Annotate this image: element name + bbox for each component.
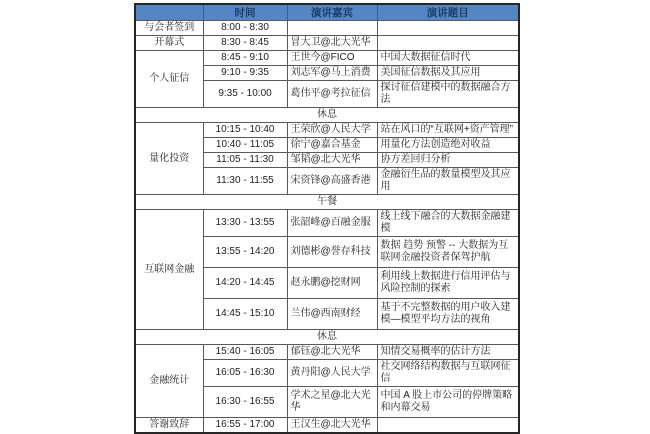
speaker-cell: 王世今@FICO xyxy=(287,51,377,66)
break-row xyxy=(135,108,519,123)
time-cell: 16:55 - 17:00 xyxy=(203,418,287,434)
time-cell: 13:30 - 13:55 xyxy=(203,210,287,237)
speaker-cell: 王荣欣@人民大学 xyxy=(287,123,377,138)
topic-cell: 社交网络结构数据与互联网征信 xyxy=(377,360,519,387)
topic-cell: 线上线下融合的大数据金融建模 xyxy=(377,210,519,237)
session-category-cell: 互联网金融 xyxy=(135,210,203,330)
speaker-cell: 冒大卫@北大光华 xyxy=(287,36,377,51)
schedule-row xyxy=(135,36,519,51)
time-cell: 8:45 - 9:10 xyxy=(203,51,287,66)
time-cell: 14:20 - 14:45 xyxy=(203,268,287,299)
session-category-cell: 开幕式 xyxy=(135,36,203,51)
time-cell: 9:35 - 10:00 xyxy=(203,81,287,108)
time-cell: 11:30 - 11:55 xyxy=(203,168,287,195)
topic-cell: 中国大数据征信时代 xyxy=(377,51,519,66)
time-cell: 15:40 - 16:05 xyxy=(203,345,287,360)
column-header-topic: 演讲题目 xyxy=(377,4,519,21)
column-header-speaker: 演讲嘉宾 xyxy=(287,4,377,21)
time-cell: 10:15 - 10:40 xyxy=(203,123,287,138)
topic-cell: 用量化方法创造绝对收益 xyxy=(377,138,519,153)
lunch-row xyxy=(135,195,519,210)
topic-cell: 金融衍生品的数量模型及其应用 xyxy=(377,168,519,195)
schedule-table xyxy=(134,3,520,434)
speaker-cell: 学术之星@北大光华 xyxy=(287,387,377,418)
topic-cell: 探讨征信建模中的数据融合方法 xyxy=(377,81,519,108)
speaker-cell: 黄丹阳@人民大学 xyxy=(287,360,377,387)
speaker-cell: 郁钰@北大光华 xyxy=(287,345,377,360)
topic-cell: 数据 趋势 预警 -- 大数据为互联网金融投资者保驾护航 xyxy=(377,237,519,268)
topic-cell: 中国 A 股上市公司的停牌策略和内幕交易 xyxy=(377,387,519,418)
schedule-row xyxy=(135,123,519,138)
session-category-cell: 答谢致辞 xyxy=(135,418,203,434)
session-category-cell: 金融统计 xyxy=(135,345,203,418)
speaker-cell: 刘德彬@誉存科技 xyxy=(287,237,377,268)
topic-cell xyxy=(377,36,519,51)
break-label-cell: 休息 xyxy=(135,330,519,345)
time-cell: 8:00 - 8:30 xyxy=(203,21,287,36)
break-label-cell: 午餐 xyxy=(135,195,519,210)
agenda-container xyxy=(134,3,520,434)
schedule-row xyxy=(135,210,519,237)
time-cell: 16:05 - 16:30 xyxy=(203,360,287,387)
topic-cell: 协方差回归分析 xyxy=(377,153,519,168)
speaker-cell xyxy=(287,21,377,36)
schedule-row xyxy=(135,21,519,36)
schedule-row xyxy=(135,345,519,360)
time-cell: 9:10 - 9:35 xyxy=(203,66,287,81)
session-category-cell: 量化投资 xyxy=(135,123,203,195)
speaker-cell: 刘志军@马上消费 xyxy=(287,66,377,81)
speaker-cell: 赵永鹏@挖财网 xyxy=(287,268,377,299)
topic-cell xyxy=(377,21,519,36)
session-category-cell: 个人征信 xyxy=(135,51,203,108)
speaker-cell: 张韶峰@百融金服 xyxy=(287,210,377,237)
schedule-row xyxy=(135,51,519,66)
session-category-cell: 与会者签到 xyxy=(135,21,203,36)
topic-cell: 美国征信数据及其应用 xyxy=(377,66,519,81)
time-cell: 14:45 - 15:10 xyxy=(203,299,287,330)
speaker-cell: 徐宁@嘉合基金 xyxy=(287,138,377,153)
column-header-category xyxy=(135,4,203,21)
break-label-cell: 休息 xyxy=(135,108,519,123)
time-cell: 8:30 - 8:45 xyxy=(203,36,287,51)
topic-cell xyxy=(377,418,519,434)
speaker-cell: 王汉生@北大光华 xyxy=(287,418,377,434)
column-header-time: 时间 xyxy=(203,4,287,21)
speaker-cell: 邹韬@北大光华 xyxy=(287,153,377,168)
break-row xyxy=(135,330,519,345)
topic-cell: 利用线上数据进行信用评估与风险控制的探索 xyxy=(377,268,519,299)
time-cell: 16:30 - 16:55 xyxy=(203,387,287,418)
topic-cell: 基于不完整数据的用户收入建模—模型平均方法的视角 xyxy=(377,299,519,330)
speaker-cell: 葛伟平@考拉征信 xyxy=(287,81,377,108)
topic-cell: 站在风口的“互联网+资产管理” xyxy=(377,123,519,138)
header-row xyxy=(135,4,519,21)
topic-cell: 知情交易概率的估计方法 xyxy=(377,345,519,360)
time-cell: 13:55 - 14:20 xyxy=(203,237,287,268)
speaker-cell: 宋资锋@高盛香港 xyxy=(287,168,377,195)
time-cell: 11:05 - 11:30 xyxy=(203,153,287,168)
speaker-cell: 兰伟@西南财经 xyxy=(287,299,377,330)
time-cell: 10:40 - 11:05 xyxy=(203,138,287,153)
schedule-row xyxy=(135,418,519,434)
